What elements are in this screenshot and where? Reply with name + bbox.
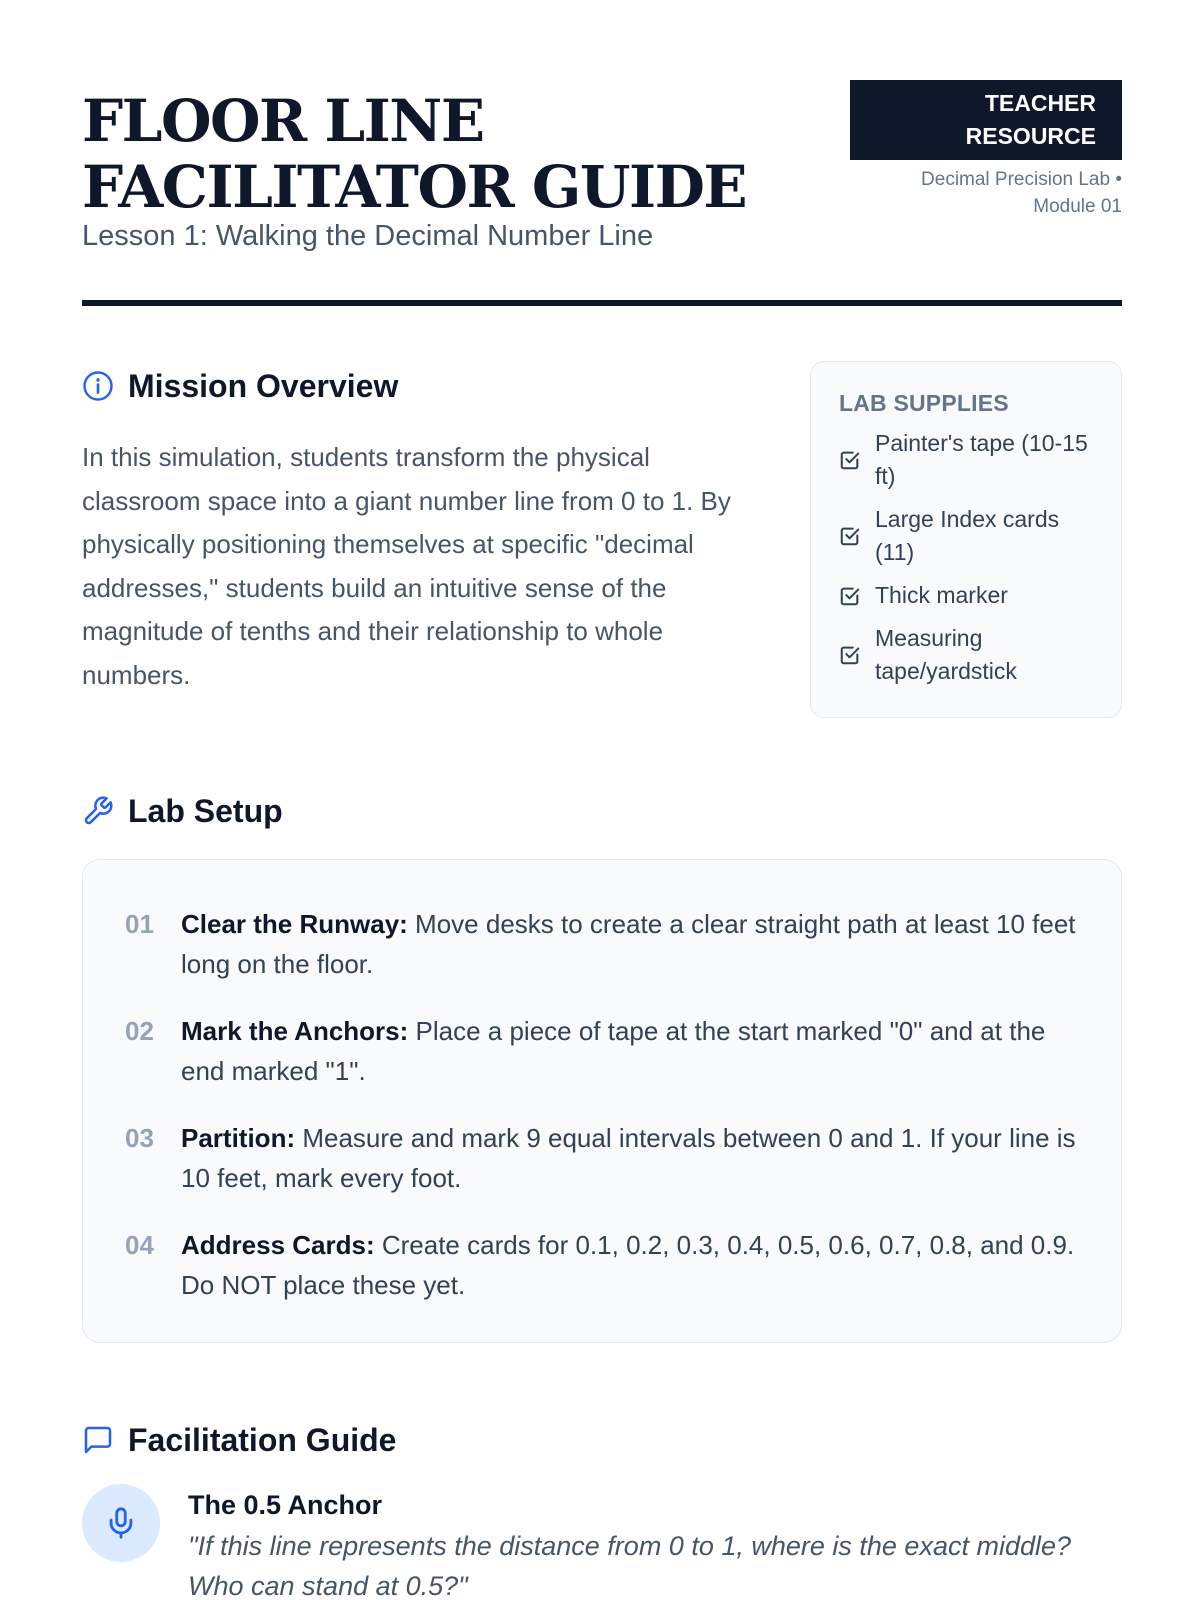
supply-item xyxy=(839,622,1095,688)
setup-step xyxy=(125,1118,1081,1198)
header xyxy=(82,80,1122,306)
step-description: Measure and mark 9 equal intervals between 0 and 1. If your line is 10 feet, mark every foot. xyxy=(181,1123,1076,1193)
checkbox-icon xyxy=(839,585,861,607)
page-title: FLOOR LINE FACILITATOR GUIDE xyxy=(82,87,747,221)
step-number: 03 xyxy=(125,1123,154,1153)
teacher-resource-badge: TEACHER RESOURCE xyxy=(850,80,1122,160)
setup-heading-row xyxy=(82,791,283,831)
page-subtitle: Lesson 1: Walking the Decimal Number Line xyxy=(82,220,654,252)
checkbox-icon xyxy=(839,525,861,547)
setup-heading: Lab Setup xyxy=(128,793,283,829)
step-text xyxy=(181,1011,1081,1091)
supply-item-label: Measuring tape/yardstick xyxy=(875,625,1017,684)
step-text xyxy=(181,904,1081,984)
overview-body: In this simulation, students transform the physical classroom space into a giant number line from 0 to 1. By physically positioning themselves at specific "decimal addresses," students build an intuitive sense of the magnitude of tenths and their relationship to whole numbers. xyxy=(82,442,731,690)
overview-heading: Mission Overview xyxy=(128,368,399,404)
supply-item xyxy=(839,503,1095,569)
module-meta: Decimal Precision Lab • Module 01 xyxy=(921,169,1122,217)
step-text xyxy=(181,1118,1081,1198)
supply-item-label: Thick marker xyxy=(875,582,1008,608)
supply-item xyxy=(839,579,1095,612)
microphone-badge xyxy=(82,1484,160,1562)
supplies-heading: LAB SUPPLIES xyxy=(839,390,1009,416)
step-label: Clear the Runway: xyxy=(181,909,408,939)
header-divider xyxy=(82,300,1122,306)
step-text xyxy=(181,1225,1081,1305)
step-description: Create cards for 0.1, 0.2, 0.3, 0.4, 0.5, 0.6, 0.7, 0.8, and 0.9. Do NOT place these yet. xyxy=(181,1230,1075,1300)
setup-step xyxy=(125,1011,1081,1091)
step-number: 01 xyxy=(125,909,154,939)
supply-item-label: Painter's tape (10-15 ft) xyxy=(875,430,1088,489)
setup-step xyxy=(125,1225,1081,1305)
step-label: Partition: xyxy=(181,1123,296,1153)
chat-bubble-icon xyxy=(82,1424,114,1456)
facilitation-heading: Facilitation Guide xyxy=(128,1422,397,1458)
step-description: Place a piece of tape at the start marked "0" and at the end marked "1". xyxy=(181,1016,1046,1086)
checkbox-icon xyxy=(839,449,861,471)
step-label: Address Cards: xyxy=(181,1230,375,1260)
step-number: 02 xyxy=(125,1016,154,1046)
step-label: Mark the Anchors: xyxy=(181,1016,409,1046)
step-description: Move desks to create a clear straight path at least 10 feet long on the floor. xyxy=(181,909,1076,979)
wrench-icon xyxy=(82,795,114,827)
setup-steps-card xyxy=(82,859,1122,1343)
prompt-quote: "If this line represents the distance from 0 to 1, where is the exact middle? Who can stand at 0.5?" xyxy=(188,1531,1072,1600)
supply-item-label: Large Index cards (11) xyxy=(875,506,1060,565)
info-icon xyxy=(82,370,114,402)
overview-heading-row xyxy=(82,366,398,406)
setup-step xyxy=(125,904,1081,984)
step-number: 04 xyxy=(125,1230,154,1260)
lab-supplies-card xyxy=(810,361,1122,718)
supply-item xyxy=(839,427,1095,493)
facilitation-heading-row xyxy=(82,1420,396,1460)
prompt-title: The 0.5 Anchor xyxy=(188,1490,383,1520)
checkbox-icon xyxy=(839,644,861,666)
microphone-icon xyxy=(104,1506,138,1540)
